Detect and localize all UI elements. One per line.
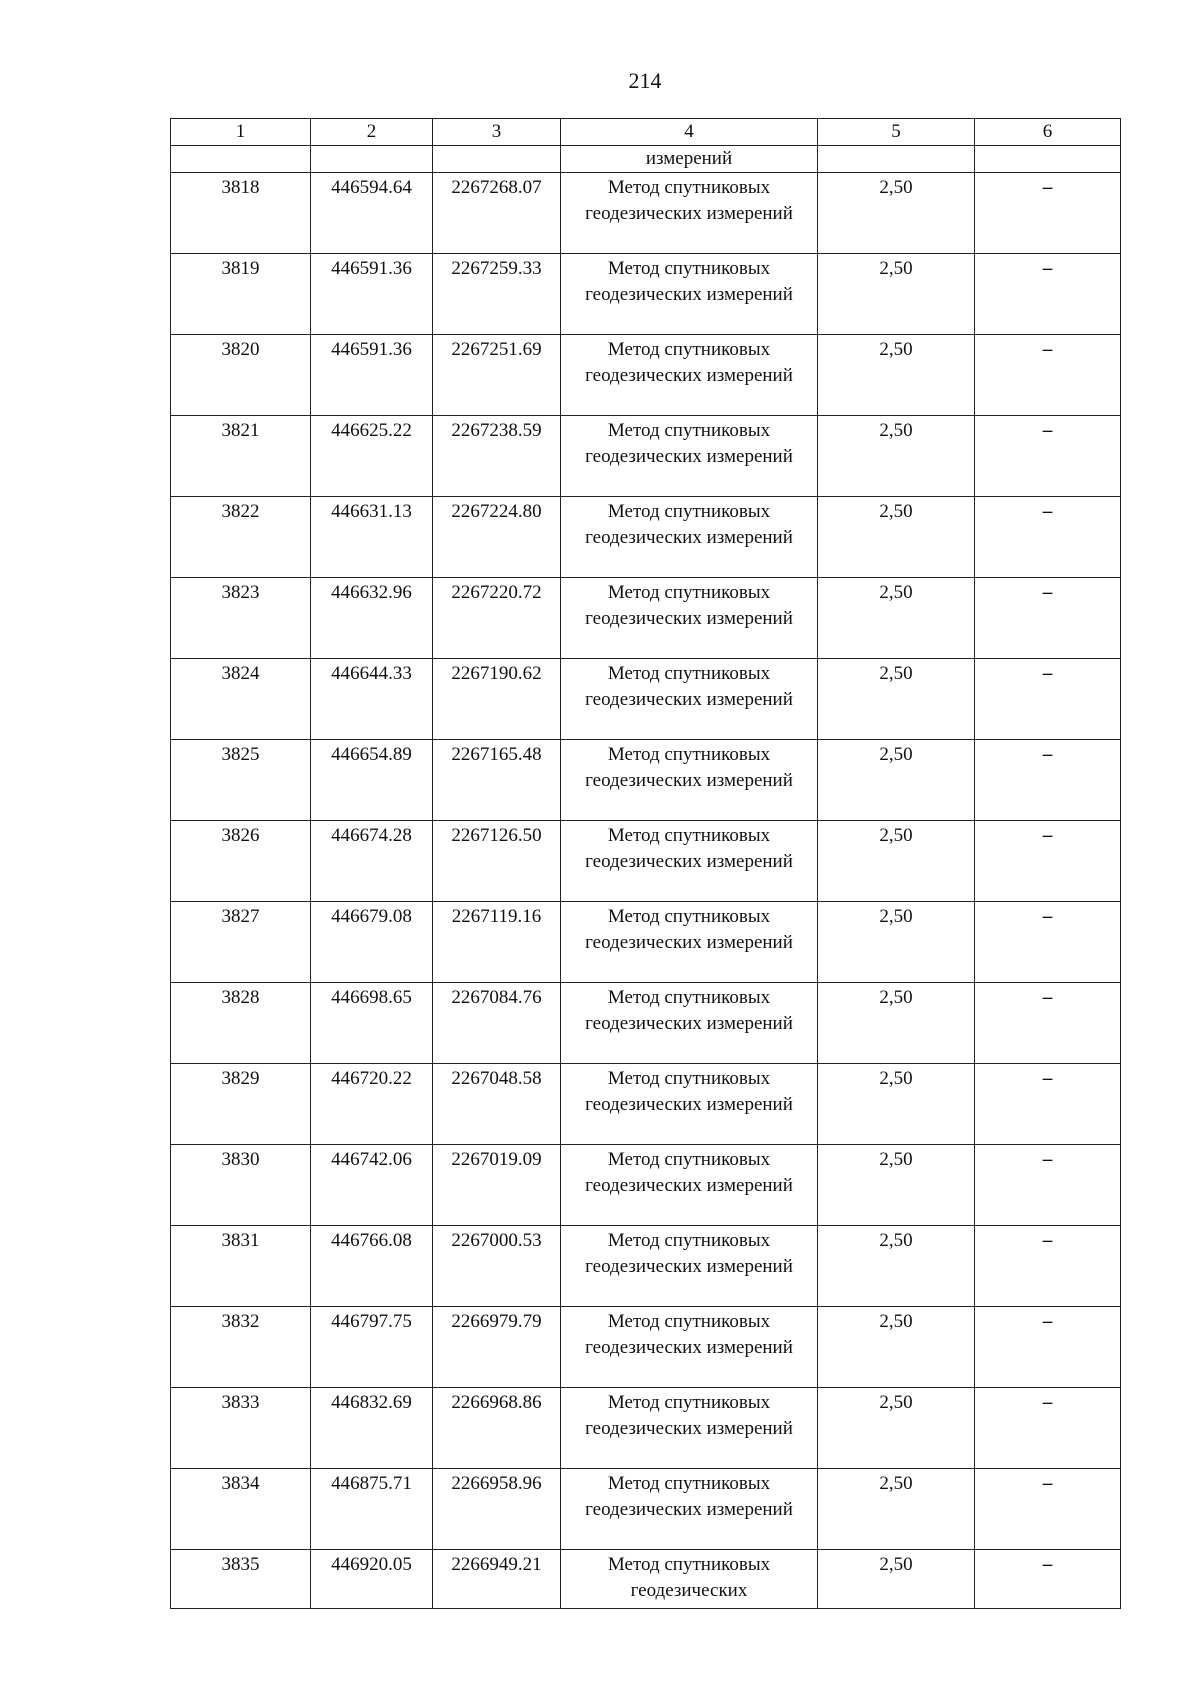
- point-number-cell: 3822: [171, 497, 311, 578]
- note-cell: –: [975, 902, 1121, 983]
- table-row: [171, 416, 1121, 497]
- method-cell: Метод спутниковых геодезических измерений: [561, 902, 818, 983]
- accuracy-cell: 2,50: [818, 983, 975, 1064]
- method-cell: Метод спутниковых геодезических измерений: [561, 335, 818, 416]
- note-cell: –: [975, 335, 1121, 416]
- coordinate-y-cell: 2267220.72: [433, 578, 561, 659]
- empty-cell: [171, 146, 311, 173]
- accuracy-cell: 2,50: [818, 740, 975, 821]
- method-cell: Метод спутниковых геодезических измерений: [561, 983, 818, 1064]
- page-number: 214: [628, 68, 662, 93]
- table-row: [171, 497, 1121, 578]
- point-number-cell: 3832: [171, 1307, 311, 1388]
- accuracy-cell: 2,50: [818, 578, 975, 659]
- point-number-cell: 3826: [171, 821, 311, 902]
- point-number-cell: 3825: [171, 740, 311, 821]
- note-cell: –: [975, 983, 1121, 1064]
- coordinate-y-cell: 2267268.07: [433, 173, 561, 254]
- accuracy-cell: 2,50: [818, 1226, 975, 1307]
- coordinate-y-cell: 2266958.96: [433, 1469, 561, 1550]
- coordinate-y-cell: 2267019.09: [433, 1145, 561, 1226]
- coordinate-x-cell: 446654.89: [311, 740, 433, 821]
- coordinate-x-cell: 446591.36: [311, 254, 433, 335]
- point-number-cell: 3821: [171, 416, 311, 497]
- coordinate-x-cell: 446591.36: [311, 335, 433, 416]
- coordinate-y-cell: 2266968.86: [433, 1388, 561, 1469]
- coordinate-x-cell: 446766.08: [311, 1226, 433, 1307]
- coordinate-x-cell: 446920.05: [311, 1550, 433, 1609]
- note-cell: –: [975, 254, 1121, 335]
- empty-cell: [818, 146, 975, 173]
- header-cell: 6: [975, 119, 1121, 146]
- table-row: [171, 902, 1121, 983]
- accuracy-cell: 2,50: [818, 1307, 975, 1388]
- method-cell: Метод спутниковых геодезических измерений: [561, 1064, 818, 1145]
- accuracy-cell: 2,50: [818, 1064, 975, 1145]
- coordinate-y-cell: 2267165.48: [433, 740, 561, 821]
- method-cell: Метод спутниковых геодезических измерений: [561, 740, 818, 821]
- coordinate-x-cell: 446875.71: [311, 1469, 433, 1550]
- table-row: [171, 254, 1121, 335]
- empty-cell: [433, 146, 561, 173]
- table-row: [171, 983, 1121, 1064]
- accuracy-cell: 2,50: [818, 659, 975, 740]
- coordinate-x-cell: 446625.22: [311, 416, 433, 497]
- point-number-cell: 3830: [171, 1145, 311, 1226]
- empty-cell: [311, 146, 433, 173]
- method-cell: Метод спутниковых геодезических измерений: [561, 416, 818, 497]
- table-row: [171, 659, 1121, 740]
- point-number-cell: 3828: [171, 983, 311, 1064]
- table-row: [171, 821, 1121, 902]
- coordinate-x-cell: 446698.65: [311, 983, 433, 1064]
- accuracy-cell: 2,50: [818, 254, 975, 335]
- coordinate-x-cell: 446632.96: [311, 578, 433, 659]
- note-cell: –: [975, 1469, 1121, 1550]
- point-number-cell: 3819: [171, 254, 311, 335]
- point-number-cell: 3835: [171, 1550, 311, 1609]
- table-row: [171, 1469, 1121, 1550]
- coordinate-x-cell: 446742.06: [311, 1145, 433, 1226]
- accuracy-cell: 2,50: [818, 821, 975, 902]
- table-row: [171, 1388, 1121, 1469]
- accuracy-cell: 2,50: [818, 1388, 975, 1469]
- coordinate-y-cell: 2267259.33: [433, 254, 561, 335]
- note-cell: –: [975, 821, 1121, 902]
- accuracy-cell: 2,50: [818, 416, 975, 497]
- method-cell: измерений: [561, 146, 818, 173]
- method-cell: Метод спутниковых геодезических измерений: [561, 1307, 818, 1388]
- coordinate-x-cell: 446679.08: [311, 902, 433, 983]
- header-cell: 5: [818, 119, 975, 146]
- coordinate-y-cell: 2266949.21: [433, 1550, 561, 1609]
- point-number-cell: 3831: [171, 1226, 311, 1307]
- table-row: [171, 1226, 1121, 1307]
- table-row: [171, 1145, 1121, 1226]
- table-row: [171, 173, 1121, 254]
- coordinate-x-cell: 446631.13: [311, 497, 433, 578]
- coordinate-x-cell: 446720.22: [311, 1064, 433, 1145]
- point-number-cell: 3824: [171, 659, 311, 740]
- note-cell: –: [975, 1550, 1121, 1609]
- coordinate-y-cell: 2267126.50: [433, 821, 561, 902]
- note-cell: –: [975, 659, 1121, 740]
- point-number-cell: 3834: [171, 1469, 311, 1550]
- table-row: [171, 740, 1121, 821]
- coordinate-y-cell: 2267000.53: [433, 1226, 561, 1307]
- method-cell: Метод спутниковых геодезических измерений: [561, 254, 818, 335]
- note-cell: –: [975, 1307, 1121, 1388]
- note-cell: –: [975, 578, 1121, 659]
- coordinate-x-cell: 446832.69: [311, 1388, 433, 1469]
- coordinate-y-cell: 2267119.16: [433, 902, 561, 983]
- note-cell: –: [975, 497, 1121, 578]
- note-cell: –: [975, 1388, 1121, 1469]
- table-row: [171, 1307, 1121, 1388]
- coordinates-table: [170, 118, 1121, 1609]
- coordinate-y-cell: 2267224.80: [433, 497, 561, 578]
- table-header-row: [171, 119, 1121, 146]
- method-cell: Метод спутниковых геодезических измерений: [561, 578, 818, 659]
- table-row: [171, 1550, 1121, 1609]
- note-cell: –: [975, 173, 1121, 254]
- method-cell: Метод спутниковых геодезических измерений: [561, 659, 818, 740]
- note-cell: –: [975, 416, 1121, 497]
- coordinate-x-cell: 446594.64: [311, 173, 433, 254]
- header-cell: 1: [171, 119, 311, 146]
- point-number-cell: 3829: [171, 1064, 311, 1145]
- coordinate-x-cell: 446797.75: [311, 1307, 433, 1388]
- method-cell: Метод спутниковых геодезических измерений: [561, 497, 818, 578]
- method-cell: Метод спутниковых геодезических измерений: [561, 173, 818, 254]
- accuracy-cell: 2,50: [818, 335, 975, 416]
- accuracy-cell: 2,50: [818, 173, 975, 254]
- coordinate-y-cell: 2267238.59: [433, 416, 561, 497]
- table-row: [171, 335, 1121, 416]
- point-number-cell: 3827: [171, 902, 311, 983]
- point-number-cell: 3818: [171, 173, 311, 254]
- coordinate-y-cell: 2267048.58: [433, 1064, 561, 1145]
- header-cell: 2: [311, 119, 433, 146]
- method-cell: Метод спутниковых геодезических измерений: [561, 1226, 818, 1307]
- point-number-cell: 3833: [171, 1388, 311, 1469]
- header-cell: 4: [561, 119, 818, 146]
- accuracy-cell: 2,50: [818, 1145, 975, 1226]
- table-row: [171, 578, 1121, 659]
- coordinate-y-cell: 2267084.76: [433, 983, 561, 1064]
- continuation-row: [171, 146, 1121, 173]
- coordinate-x-cell: 446644.33: [311, 659, 433, 740]
- empty-cell: [975, 146, 1121, 173]
- note-cell: –: [975, 1145, 1121, 1226]
- coordinate-y-cell: 2267190.62: [433, 659, 561, 740]
- method-cell: Метод спутниковых геодезических измерений: [561, 821, 818, 902]
- accuracy-cell: 2,50: [818, 1469, 975, 1550]
- header-cell: 3: [433, 119, 561, 146]
- note-cell: –: [975, 1226, 1121, 1307]
- accuracy-cell: 2,50: [818, 497, 975, 578]
- accuracy-cell: 2,50: [818, 902, 975, 983]
- point-number-cell: 3820: [171, 335, 311, 416]
- method-cell: Метод спутниковых геодезических измерений: [561, 1469, 818, 1550]
- coordinate-x-cell: 446674.28: [311, 821, 433, 902]
- coordinate-y-cell: 2267251.69: [433, 335, 561, 416]
- note-cell: –: [975, 740, 1121, 821]
- note-cell: –: [975, 1064, 1121, 1145]
- method-cell: Метод спутниковых геодезических: [561, 1550, 818, 1609]
- accuracy-cell: 2,50: [818, 1550, 975, 1609]
- method-cell: Метод спутниковых геодезических измерений: [561, 1145, 818, 1226]
- point-number-cell: 3823: [171, 578, 311, 659]
- coordinate-y-cell: 2266979.79: [433, 1307, 561, 1388]
- method-cell: Метод спутниковых геодезических измерений: [561, 1388, 818, 1469]
- table-row: [171, 1064, 1121, 1145]
